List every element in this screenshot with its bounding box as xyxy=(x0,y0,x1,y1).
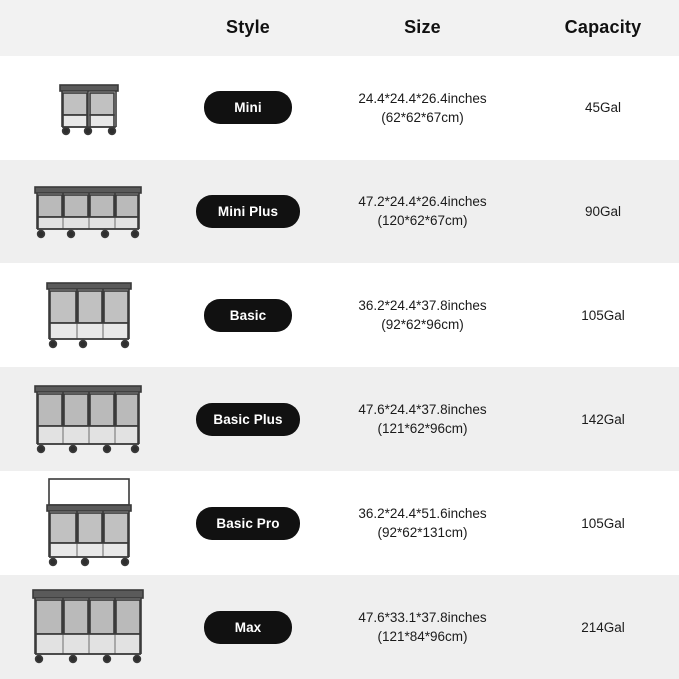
capacity-cell xyxy=(527,412,679,427)
style-cell xyxy=(178,195,318,228)
style-badge[interactable]: Basic Plus xyxy=(196,403,300,436)
table-row xyxy=(0,56,679,160)
style-cell xyxy=(178,403,318,436)
basic-plus-storage-rack-icon xyxy=(27,378,151,460)
size-cm: (120*62*67cm) xyxy=(377,213,468,229)
size-inches: 36.2*24.4*37.8inches xyxy=(358,298,487,314)
product-image-cell xyxy=(0,378,178,460)
style-cell xyxy=(178,91,318,124)
size-cell xyxy=(318,192,527,230)
product-image-cell xyxy=(0,582,178,672)
header-cell-size xyxy=(318,17,527,38)
size-cell xyxy=(318,504,527,542)
mini-storage-rack-icon xyxy=(50,77,128,139)
product-image-cell xyxy=(0,77,178,139)
style-cell xyxy=(178,611,318,644)
capacity-value: 142Gal xyxy=(581,411,625,427)
size-cm: (121*62*96cm) xyxy=(377,421,468,437)
table-header-row xyxy=(0,0,679,56)
capacity-value: 45Gal xyxy=(584,100,622,116)
style-badge[interactable]: Basic xyxy=(204,299,292,332)
capacity-value: 105Gal xyxy=(581,515,625,531)
table-row xyxy=(0,471,679,575)
capacity-cell xyxy=(527,620,679,635)
table-row xyxy=(0,367,679,471)
capacity-value: 105Gal xyxy=(581,307,625,323)
max-storage-rack-icon xyxy=(25,582,153,672)
header-label-capacity: Capacity xyxy=(564,17,642,38)
size-inches: 24.4*24.4*26.4inches xyxy=(358,90,487,106)
header-label-style: Style xyxy=(225,17,271,38)
table-row xyxy=(0,263,679,367)
table-row xyxy=(0,575,679,679)
mini-plus-storage-rack-icon xyxy=(27,179,151,243)
capacity-cell xyxy=(527,516,679,531)
size-inches: 36.2*24.4*51.6inches xyxy=(358,506,487,522)
table-row xyxy=(0,160,679,264)
size-cell xyxy=(318,608,527,646)
style-badge[interactable]: Basic Pro xyxy=(196,507,300,540)
style-cell xyxy=(178,507,318,540)
product-image-cell xyxy=(0,473,178,573)
style-badge[interactable]: Mini Plus xyxy=(196,195,300,228)
style-cell xyxy=(178,299,318,332)
size-inches: 47.2*24.4*26.4inches xyxy=(358,194,487,210)
header-cell-style xyxy=(178,17,318,38)
size-cm: (92*62*131cm) xyxy=(377,525,468,541)
size-cell xyxy=(318,400,527,438)
size-cm: (121*84*96cm) xyxy=(377,629,468,645)
size-cell xyxy=(318,89,527,127)
size-cell xyxy=(318,296,527,334)
product-image-cell xyxy=(0,275,178,355)
size-cm: (62*62*67cm) xyxy=(381,109,464,125)
size-cm: (92*62*96cm) xyxy=(381,317,464,333)
basic-storage-rack-icon xyxy=(39,275,139,355)
capacity-cell xyxy=(527,308,679,323)
header-cell-capacity xyxy=(527,17,679,38)
product-image-cell xyxy=(0,179,178,243)
size-inches: 47.6*33.1*37.8inches xyxy=(358,610,487,626)
header-label-size: Size xyxy=(404,17,441,38)
basic-pro-storage-rack-icon xyxy=(39,473,139,573)
capacity-cell xyxy=(527,204,679,219)
style-badge[interactable]: Mini xyxy=(204,91,292,124)
size-inches: 47.6*24.4*37.8inches xyxy=(358,402,487,418)
capacity-value: 214Gal xyxy=(581,619,625,635)
capacity-cell xyxy=(527,100,679,115)
capacity-value: 90Gal xyxy=(584,203,622,219)
style-badge[interactable]: Max xyxy=(204,611,292,644)
